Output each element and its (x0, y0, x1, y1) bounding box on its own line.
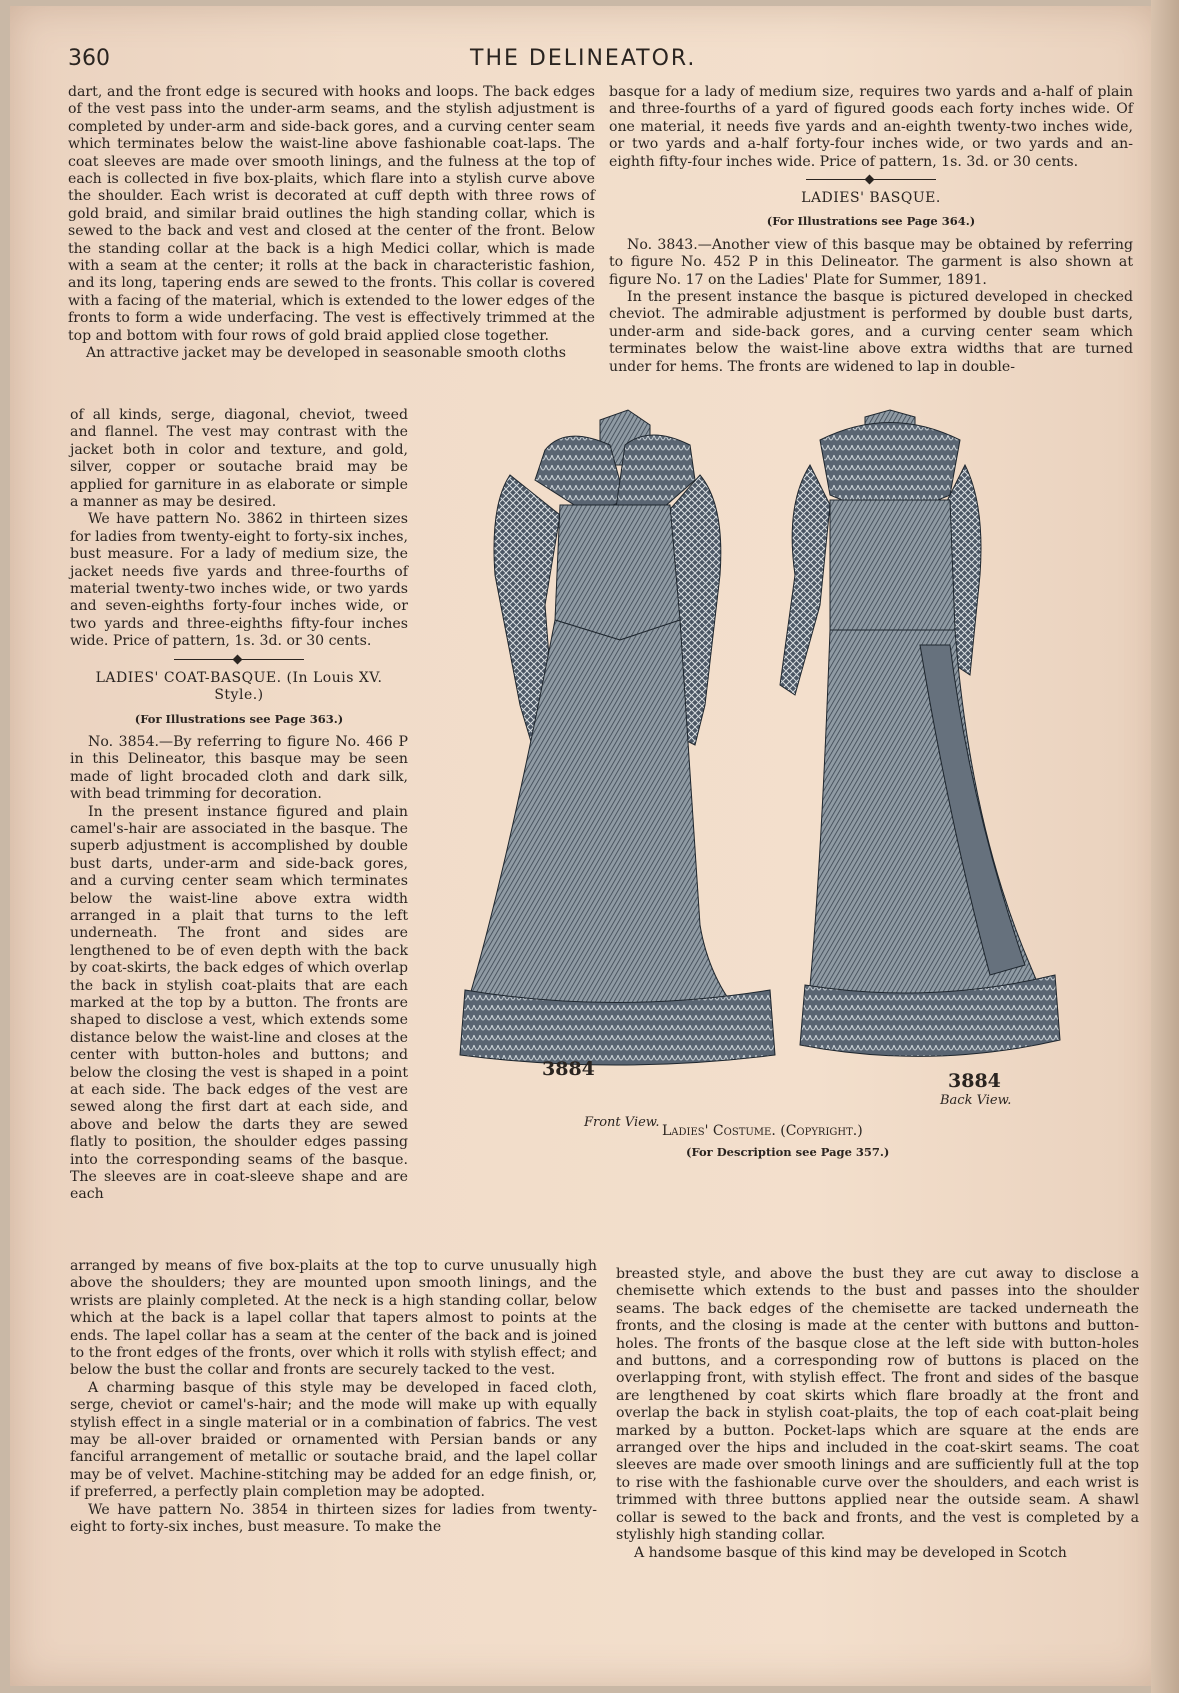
paragraph: No. 3843.—Another view of this basque may be obtained by referring to figure No. 452 P in this Delineator. The garment is also shown at figure No. 17 on the Ladies' Plate for Summer, 1891. (609, 236, 1133, 288)
paragraph: breasted style, and above the bust they are cut away to disclose a chemisette which extends to the bust and passes into the shoulder seams. The back edges of the chemisette are tacked underneath the fronts, and the closing is made at the center with buttons and button-holes. The fronts of the basque close at the left side with button-holes and buttons, and a corresponding row of buttons is placed on the overlapping front, with stylish effect. The front and sides of the basque are lengthened by coat skirts which flare broadly at the front and overlap the back in stylish coat-plaits, the top of each coat-plait being marked by a button. Pocket-laps which are square at the ends are arranged over the hips and included in the coat-skirt seams. The coat sleeves are made over smooth linings and are sufficiently full at the top to rise with the fashionable curve over the shoulders, and each wrist is trimmed with three buttons applied near the outside seam. A shawl collar is sewed to the back and fronts, and the vest is completed by a stylishly high standing collar. (616, 1266, 1139, 1544)
pattern-number-back: 3884 (948, 1070, 1001, 1092)
paragraph: A handsome basque of this kind may be developed in Scotch (634, 1544, 1067, 1561)
illustration-title: Ladies' Costume. (Copyright.) (662, 1123, 863, 1139)
paragraph: We have pattern No. 3854 in thirteen sizes for ladies from twenty-eight to forty-six inches, bust measure. To make the (70, 1501, 597, 1536)
magazine-title: THE DELINEATOR. (470, 46, 697, 71)
left-column-top (68, 84, 595, 363)
paragraph: arranged by means of five box-plaits at the top to curve unusually high above the shoulders; they are mounted upon smooth linings, and the wrists are plainly completed. At the neck is a high standing collar, below which at the back is a lapel collar that tapers almost to points at the ends. The lapel collar has a seam at the center of the back and is joined to the front edges of the fronts, over which it rolls with stylish effect; and below the bust the collar and fronts are securely tacked to the vest. (70, 1258, 597, 1379)
paragraph: We have pattern No. 3862 in thirteen sizes for ladies from twenty-eight to forty-six inches, bust measure. For a lady of medium size, the jacket needs five yards and three-fourths of material twenty-two inches wide, or two yards and seven-eighths forty-four inches wide, or two yards and three-eighths fifty-four inches wide. Price of pattern, 1s. 3d. or 30 cents. (70, 511, 408, 650)
next-page-edge (1151, 0, 1179, 1693)
pattern-number-front: 3884 (542, 1058, 595, 1080)
section-heading: LADIES' COAT-BASQUE. (In Louis XV. Style.) (95, 669, 383, 704)
right-column-bottom (616, 1266, 1139, 1562)
front-view-caption: Front View. (584, 1115, 660, 1130)
left-column-narrow (70, 407, 408, 1204)
paragraph: No. 3854.—By referring to figure No. 466 P in this Delineator, this basque may be seen made of light brocaded cloth and dark silk, with bead trimming for decoration. (70, 733, 408, 803)
paragraph: An attractive jacket may be developed in seasonable smooth cloths (86, 345, 566, 362)
back-view-caption: Back View. (940, 1093, 1012, 1108)
paragraph: A charming basque of this style may be developed in faced cloth, serge, cheviot or camel's-hair; and the mode will make up with equally stylish effect in a single material or in a combination of fabrics. The vest may be all-over braided or ornamented with Persian bands or any fanciful arrangement of metallic or soutache braid, and the lapel collar may be of velvet. Machine-stitching may be added for an edge finish, or, if preferred, a perfectly plain completion may be adopted. (70, 1379, 597, 1501)
front-view-figure (460, 410, 775, 1065)
section-divider (174, 659, 304, 660)
paragraph: In the present instance figured and plain camel's-hair are associated in the basque. The superb adjustment is accomplished by double bust darts, under-arm and side-back gores, and a curving center seam which terminates below the waist-line above extra width arranged in a plait that turns to the left underneath. The front and sides are lengthened to be of even depth with the back by coat-skirts, the back edges of which overlap the back in stylish coat-plaits that are each marked at the top by a button. The fronts are shaped to disclose a vest, which extends some distance below the waist-line and closes at the center with button-holes and buttons; and below the closing the vest is shaped in a point at each side. The back edges of the vest are sewed along the first dart at each side, and above and below the darts they are sewed flatly to position, the shoulder edges passing into the corresponding seams of the basque. The sleeves are in coat-sleeve shape and are each (70, 803, 408, 1203)
left-column-bottom (70, 1258, 597, 1537)
section-divider (806, 179, 936, 180)
section-heading: LADIES' BASQUE. (801, 190, 941, 207)
paragraph: basque for a lady of medium size, requires two yards and a-half of plain and three-fourths of a yard of figured goods each forty inches wide. Of one material, it needs five yards and an-eighth twenty-two inches wide, or two yards and a-half forty-four inches wide, or two yards and an-eighth fifty-four inches wide. Price of pattern, 1s. 3d. or 30 cents. (609, 84, 1133, 170)
paragraph: dart, and the front edge is secured with hooks and loops. The back edges of the vest pass into the under-arm seams, and the stylish adjustment is completed by under-arm and side-back gores, and a curving center seam which terminates below the waist-line above fashionable coat-laps. The coat sleeves are made over smooth linings, and the fulness at the top of each is collected in five box-plaits, which flare into a stylish curve above the shoulder. Each wrist is decorated at cuff depth with three rows of gold braid, and similar braid outlines the high standing collar, which is sewed to the back and vest and closed at the center of the front. Below the standing collar at the back is a high Medici collar, which is made with a seam at the center; it rolls at the back in characteristic fashion, and its long, tapering ends are sewed to the fronts. This collar is covered with a facing of the material, which is extended to the lower edges of the fronts to form a wide underfacing. The vest is effectively trimmed at the top and bottom with four rows of gold braid applied close together. (68, 84, 595, 344)
paragraph: of all kinds, serge, diagonal, cheviot, tweed and flannel. The vest may contrast with the jacket both in color and texture, and gold, silver, copper or soutache braid may be applied for garniture in as elaborate or simple a manner as may be desired. (70, 407, 408, 511)
costume-illustration (450, 405, 1130, 1235)
illustration-subtitle: (For Description see Page 357.) (686, 1145, 890, 1159)
section-subheading: (For Illustrations see Page 363.) (134, 711, 344, 726)
section-subheading: (For Illustrations see Page 364.) (766, 214, 976, 229)
right-column-top (609, 84, 1133, 376)
back-view-figure (780, 410, 1060, 1056)
page-number: 360 (68, 46, 110, 71)
paragraph: In the present instance the basque is pictured developed in checked cheviot. The admirable adjustment is performed by double bust darts, under-arm and side-back gores, and a curving center seam which terminates below the waist-line above extra widths that are turned under for hems. The fronts are widened to lap in double- (609, 289, 1133, 375)
